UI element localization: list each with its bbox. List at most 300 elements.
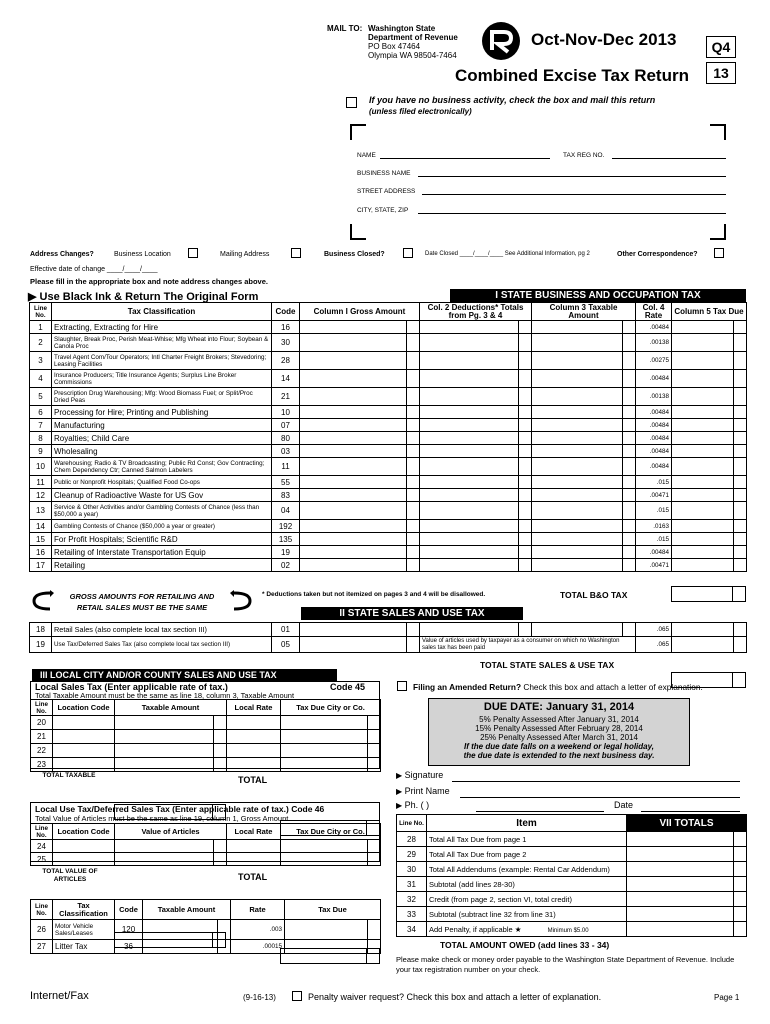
table-row xyxy=(30,445,747,458)
tax-due-field[interactable] xyxy=(672,489,747,502)
location-code-field[interactable] xyxy=(53,840,115,853)
no-activity-checkbox[interactable] xyxy=(346,97,357,108)
hdr-value: Value of Articles xyxy=(115,824,227,840)
tax-due-field[interactable] xyxy=(672,321,747,334)
gross-note-1: GROSS AMOUNTS FOR RETAILING AND xyxy=(69,592,215,601)
tax-due-field[interactable] xyxy=(672,546,747,559)
amended-return-checkbox[interactable] xyxy=(397,681,407,691)
line-no: 34 xyxy=(397,922,427,937)
phone-row xyxy=(396,800,429,810)
tax-code: 03 xyxy=(272,445,300,458)
gross-amount-field[interactable] xyxy=(300,637,420,653)
taxable-amount-field[interactable] xyxy=(115,716,227,730)
line-no: 17 xyxy=(30,559,52,572)
black-ink-text: Use Black Ink & Return The Original Form xyxy=(39,291,259,303)
line-no: 30 xyxy=(397,862,427,877)
taxable-amount-field[interactable] xyxy=(532,321,636,334)
tax-class: Processing for Hire; Printing and Publishing xyxy=(52,406,272,419)
hdr-item: Item xyxy=(427,815,627,832)
taxable-amount-field[interactable] xyxy=(532,419,636,432)
date-field[interactable] xyxy=(641,811,740,812)
table-row xyxy=(397,862,747,877)
local-sales-sub: Total Taxable Amount must be the same as line 18, column 3, Taxable Amount xyxy=(35,691,295,700)
due-date: DUE DATE: January 31, 2014 xyxy=(483,701,635,713)
tax-rate: .00138 xyxy=(636,388,672,406)
total-bo-field[interactable] xyxy=(671,586,746,602)
penalty-waiver-checkbox[interactable] xyxy=(292,991,302,1001)
hdr-line: Line No. xyxy=(31,700,53,716)
address-changes-label: Address Changes? xyxy=(30,251,94,258)
table-row xyxy=(30,489,747,502)
tax-code: 28 xyxy=(272,352,300,370)
business-location-checkbox[interactable] xyxy=(188,248,198,258)
table-row xyxy=(30,388,747,406)
line-no: 33 xyxy=(397,907,427,922)
tax-due-field[interactable] xyxy=(672,533,747,546)
mail-to-line: Department of Revenue xyxy=(368,33,458,42)
tax-rate: .00484 xyxy=(636,546,672,559)
line-no: 11 xyxy=(30,476,52,489)
gross-amount-field[interactable] xyxy=(300,419,420,432)
dor-logo-icon xyxy=(480,20,522,62)
deductions-field[interactable] xyxy=(420,419,532,432)
tax-class: Retailing xyxy=(52,559,272,572)
table-row xyxy=(30,419,747,432)
hdr-rate: Rate xyxy=(231,900,285,920)
taxable-amount-field[interactable] xyxy=(532,559,636,572)
line-no: 3 xyxy=(30,352,52,370)
business-name-label: BUSINESS NAME xyxy=(357,170,411,177)
tax-class: Public or Nonprofit Hospitals; Qualified Food Co-ops xyxy=(52,476,272,489)
total-sales-use-label: TOTAL STATE SALES & USE TAX xyxy=(480,660,615,670)
tax-due-field[interactable] xyxy=(672,445,747,458)
gross-amount-field[interactable] xyxy=(300,388,420,406)
table-row xyxy=(30,406,747,419)
gross-amount-field[interactable] xyxy=(300,489,420,502)
tax-code: 55 xyxy=(272,476,300,489)
mail-to-address xyxy=(368,24,458,60)
gross-amount-field[interactable] xyxy=(300,559,420,572)
line-no: 4 xyxy=(30,370,52,388)
amended-return-text xyxy=(413,682,703,692)
hdr-col5: Column 5 Tax Due xyxy=(672,303,747,321)
table-row xyxy=(30,458,747,476)
deductions-field[interactable] xyxy=(420,321,532,334)
hdr-line: Line No. xyxy=(30,303,52,321)
curved-arrow-icon xyxy=(30,590,54,612)
signature-label: Signature xyxy=(404,770,444,780)
tax-rate: .015 xyxy=(636,533,672,546)
local-sales-code: Code 45 xyxy=(330,682,366,692)
table-row xyxy=(30,502,747,520)
street-field[interactable] xyxy=(422,194,726,195)
mail-to-line: PO Box 47464 xyxy=(368,42,421,51)
hdr-line: Line No. xyxy=(31,900,53,920)
form-date: (9-16-13) xyxy=(243,993,276,1002)
taxable-amount-field[interactable] xyxy=(532,546,636,559)
total-item xyxy=(427,832,627,847)
table-row xyxy=(397,832,747,847)
amended-rest: Check this box and attach a letter of explanation. xyxy=(523,682,703,692)
gross-amount-field[interactable] xyxy=(300,352,420,370)
deductions-field[interactable] xyxy=(420,559,532,572)
hdr-class: Tax Classification xyxy=(53,900,115,920)
deductions-field[interactable] xyxy=(420,623,532,637)
tax-rate: .065 xyxy=(636,623,672,637)
deductions-field[interactable] xyxy=(420,546,532,559)
line-no: 10 xyxy=(30,458,52,476)
local-use-table xyxy=(30,823,381,866)
mail-to-line: Washington State xyxy=(368,24,436,33)
taxable-amount-field[interactable] xyxy=(532,370,636,388)
line-no: 19 xyxy=(30,637,52,653)
tax-rate: .00484 xyxy=(636,432,672,445)
tax-due-field[interactable] xyxy=(672,370,747,388)
tax-due-field[interactable] xyxy=(672,419,747,432)
gross-note-2: RETAIL SALES MUST BE THE SAME xyxy=(76,603,208,612)
taxable-amount-field[interactable] xyxy=(532,502,636,520)
line-no: 1 xyxy=(30,321,52,334)
line-no: 15 xyxy=(30,533,52,546)
location-code-field[interactable] xyxy=(53,730,115,744)
tax-rate: .065 xyxy=(636,637,672,653)
address-corner xyxy=(350,224,366,240)
taxable-amount-field[interactable] xyxy=(532,388,636,406)
taxable-amount-field[interactable] xyxy=(532,520,636,533)
deductions-note: * Deductions taken but not itemized on pages 3 and 4 will be disallowed. xyxy=(262,591,486,598)
hdr-rate: Local Rate xyxy=(227,824,281,840)
tax-rate: .00275 xyxy=(636,352,672,370)
consumer-note: Value of articles used by taxpayer as a consumer on which no Washington sales tax has been paid xyxy=(420,637,636,653)
gross-amount-field[interactable] xyxy=(300,334,420,352)
motor-vehicle-table xyxy=(30,899,381,954)
tax-class: Royalties; Child Care xyxy=(52,432,272,445)
penalty-line: 25% Penalty Assessed After March 31, 2014 xyxy=(480,733,638,742)
table-row xyxy=(30,352,747,370)
line-no: 8 xyxy=(30,432,52,445)
gross-amount-field[interactable] xyxy=(300,623,420,637)
hdr-location: Location Code xyxy=(53,824,115,840)
taxable-amount-field[interactable] xyxy=(532,623,636,637)
year-box: 13 xyxy=(706,62,736,84)
local-use-sub: Total Value of Articles must be the same as line 19, column 1, Gross Amount xyxy=(35,814,289,823)
tax-reg-field[interactable] xyxy=(612,158,726,159)
business-closed-checkbox[interactable] xyxy=(403,248,413,258)
hdr-class: Tax Classification xyxy=(52,303,272,321)
gross-amount-field[interactable] xyxy=(300,458,420,476)
tax-due-field[interactable] xyxy=(285,920,381,940)
tax-due-field[interactable] xyxy=(281,730,381,744)
date-label: Date xyxy=(614,800,634,810)
deductions-field[interactable] xyxy=(420,476,532,489)
tax-rate: .003 xyxy=(231,920,285,940)
taxable-amount-field[interactable] xyxy=(532,458,636,476)
tax-rate: .00484 xyxy=(636,445,672,458)
gross-amount-field[interactable] xyxy=(300,546,420,559)
gross-amount-field[interactable] xyxy=(300,520,420,533)
hdr-tax-due: Tax Due City or Co. xyxy=(281,700,381,716)
phone-label: Ph. ( ) xyxy=(404,800,430,810)
total-amount-field[interactable] xyxy=(627,907,747,922)
mailing-address-checkbox[interactable] xyxy=(291,248,301,258)
total-item xyxy=(427,847,627,862)
deductions-field[interactable] xyxy=(420,502,532,520)
total-label: TOTAL xyxy=(238,775,268,785)
city-label: CITY, STATE, ZIP xyxy=(357,207,409,214)
table-row xyxy=(397,892,747,907)
mailing-address-label: Mailing Address xyxy=(220,251,270,258)
tax-class: Retail Sales (also complete local tax section III) xyxy=(52,623,272,637)
arrow-right-icon: ▶ xyxy=(396,801,403,810)
gross-amount-field[interactable] xyxy=(300,533,420,546)
local-rate-field[interactable] xyxy=(227,853,281,866)
table-row xyxy=(30,533,747,546)
hdr-rate: Local Rate xyxy=(227,700,281,716)
table-row xyxy=(30,334,747,352)
tax-class: Travel Agent Com/Tour Operators; Intl Charter Freight Brokers; Stevedoring; Leasing Facilities xyxy=(52,352,272,370)
tax-due-field[interactable] xyxy=(281,758,381,772)
total-item-label: Add Penalty, if applicable xyxy=(429,924,513,934)
deductions-field[interactable] xyxy=(420,489,532,502)
local-rate-field[interactable] xyxy=(227,840,281,853)
total-value-label: TOTAL VALUE OF ARTICLES xyxy=(42,868,98,883)
taxable-amount-field[interactable] xyxy=(143,920,231,940)
tax-rate: .00471 xyxy=(636,489,672,502)
section-i-bar: I STATE BUSINESS AND OCCUPATION TAX xyxy=(450,289,746,302)
value-field[interactable] xyxy=(115,840,227,853)
tax-code: 83 xyxy=(272,489,300,502)
total-bo-label: TOTAL B&O TAX xyxy=(560,590,628,600)
tax-due-field[interactable] xyxy=(672,520,747,533)
deductions-field[interactable] xyxy=(420,334,532,352)
deductions-field[interactable] xyxy=(420,388,532,406)
tax-rate: .00138 xyxy=(636,334,672,352)
gross-amount-field[interactable] xyxy=(300,406,420,419)
line-no: 5 xyxy=(30,388,52,406)
total-amount-field[interactable] xyxy=(627,922,747,937)
location-code-field[interactable] xyxy=(53,758,115,772)
value-field[interactable] xyxy=(115,853,227,866)
local-sales-title: Local Sales Tax (Enter applicable rate of tax.) xyxy=(35,682,228,692)
tax-due-field[interactable] xyxy=(281,840,381,853)
taxable-amount-field[interactable] xyxy=(532,432,636,445)
tax-due-field[interactable] xyxy=(672,352,747,370)
tax-due-field[interactable] xyxy=(672,476,747,489)
total-amount-field[interactable] xyxy=(627,877,747,892)
line-no: 23 xyxy=(31,758,53,772)
tax-rate: .0163 xyxy=(636,520,672,533)
total-item xyxy=(427,877,627,892)
local-use-title: Local Use Tax/Deferred Sales Tax (Enter applicable rate of tax.) Code 46 xyxy=(35,804,325,814)
address-corner xyxy=(710,224,726,240)
tax-due-field[interactable] xyxy=(672,559,747,572)
effective-date-label: Effective date of change ____/____/____ xyxy=(30,266,158,273)
print-name-field[interactable] xyxy=(460,797,740,798)
location-code-field[interactable] xyxy=(53,853,115,866)
tax-due-field[interactable] xyxy=(285,940,381,954)
total-item-label: Total All Addendums (example: Rental Car Addendum) xyxy=(429,864,610,874)
total-amount-field[interactable] xyxy=(627,847,747,862)
deductions-field[interactable] xyxy=(420,432,532,445)
taxable-amount-field[interactable] xyxy=(115,730,227,744)
tax-due-field[interactable] xyxy=(672,432,747,445)
weekend-note: If the due date falls on a weekend or legal holiday, xyxy=(464,742,654,751)
penalty-waiver-text: Penalty waiver request? Check this box and attach a letter of explanation. xyxy=(308,992,602,1002)
line-no: 25 xyxy=(31,853,53,866)
tax-rate: .00484 xyxy=(636,321,672,334)
tax-class: Use Tax/Deferred Sales Tax (also complete local tax section III) xyxy=(52,637,272,653)
total-label: TOTAL xyxy=(238,872,268,882)
location-code-field[interactable] xyxy=(53,744,115,758)
hdr-code: Code xyxy=(272,303,300,321)
tax-code: 04 xyxy=(272,502,300,520)
taxable-amount-field[interactable] xyxy=(115,758,227,772)
deductions-field[interactable] xyxy=(420,520,532,533)
total-item xyxy=(427,862,627,877)
total-item xyxy=(427,892,627,907)
total-item-label: Total All Tax Due from page 2 xyxy=(429,849,527,859)
tax-class: Litter Tax xyxy=(53,940,115,954)
tax-class: Cleanup of Radioactive Waste for US Gov xyxy=(52,489,272,502)
business-name-field[interactable] xyxy=(418,176,726,177)
line-no: 18 xyxy=(30,623,52,637)
hdr-line: Line No. xyxy=(31,824,53,840)
signature-field[interactable] xyxy=(452,781,740,782)
tax-code: 05 xyxy=(272,637,300,653)
print-name-label: Print Name xyxy=(404,786,450,796)
tax-code: 10 xyxy=(272,406,300,419)
total-item-label: Credit (from page 2, section VI, total credit) xyxy=(429,894,572,904)
local-rate-field[interactable] xyxy=(227,758,281,772)
city-field[interactable] xyxy=(418,213,726,214)
tax-period: Oct-Nov-Dec 2013 xyxy=(531,30,677,49)
table-row xyxy=(397,922,747,937)
total-item xyxy=(427,907,627,922)
quarter-box: Q4 xyxy=(706,36,736,58)
tax-due-field[interactable] xyxy=(281,716,381,730)
tax-class: For Profit Hospitals; Scientific R&D xyxy=(52,533,272,546)
gross-amount-field[interactable] xyxy=(300,432,420,445)
deductions-field[interactable] xyxy=(420,406,532,419)
table-row xyxy=(397,847,747,862)
taxable-amount-field[interactable] xyxy=(532,352,636,370)
table-row xyxy=(30,370,747,388)
gross-amount-field[interactable] xyxy=(300,445,420,458)
gross-amount-field[interactable] xyxy=(300,321,420,334)
location-code-field[interactable] xyxy=(53,716,115,730)
name-field[interactable] xyxy=(380,158,550,159)
taxable-amount-field[interactable] xyxy=(532,489,636,502)
tax-class: Extracting, Extracting for Hire xyxy=(52,321,272,334)
taxable-amount-field[interactable] xyxy=(532,533,636,546)
tax-class: Prescription Drug Warehousing; Mfg: Wood Biomass Fuel; or Split/Proc Dried Peas xyxy=(52,388,272,406)
total-amount-field[interactable] xyxy=(627,862,747,877)
total-taxable-label: TOTAL TAXABLE xyxy=(42,772,96,779)
check-note: Please make check or money order payable to the Washington State Department of Revenue. Include your tax registration number on your check. xyxy=(396,955,735,974)
tax-code: 01 xyxy=(272,623,300,637)
taxable-amount-field[interactable] xyxy=(532,334,636,352)
mail-to-line: Olympia WA 98504-7464 xyxy=(368,51,457,60)
hdr-location: Location Code xyxy=(53,700,115,716)
tax-due-field[interactable] xyxy=(281,853,381,866)
tax-due-field[interactable] xyxy=(281,744,381,758)
other-correspondence-checkbox[interactable] xyxy=(714,248,724,258)
taxable-amount-field[interactable] xyxy=(143,940,231,954)
phone-field[interactable] xyxy=(476,811,604,812)
line-no: 26 xyxy=(31,920,53,940)
tax-rate: .00484 xyxy=(636,370,672,388)
taxable-amount-field[interactable] xyxy=(532,476,636,489)
tax-class: Manufacturing xyxy=(52,419,272,432)
date-closed-label: Date Closed ____/____/____ See Additional Information, pg 2 xyxy=(425,251,590,257)
tax-class: Retailing of Interstate Transportation Equip xyxy=(52,546,272,559)
arrow-right-icon: ▶ xyxy=(396,771,403,780)
hdr-code: Code xyxy=(115,900,143,920)
total-item-label: Total All Tax Due from page 1 xyxy=(429,834,527,844)
deductions-field[interactable] xyxy=(420,352,532,370)
line-no: 12 xyxy=(30,489,52,502)
star-icon: ★ xyxy=(514,924,522,934)
bo-tax-table xyxy=(29,302,747,572)
arrow-right-icon: ▶ xyxy=(28,291,37,303)
local-sales-table xyxy=(30,699,381,772)
curved-arrow-icon xyxy=(230,590,254,612)
local-rate-field[interactable] xyxy=(227,744,281,758)
no-activity-sub: (unless filed electronically) xyxy=(369,107,472,116)
table-row xyxy=(30,559,747,572)
hdr-col3: Column 3 Taxable Amount xyxy=(532,303,636,321)
deductions-field[interactable] xyxy=(420,533,532,546)
taxable-amount-field[interactable] xyxy=(532,445,636,458)
line-no: 24 xyxy=(31,840,53,853)
total-owed-label: TOTAL AMOUNT OWED (add lines 33 - 34) xyxy=(440,940,610,950)
tax-due-field[interactable] xyxy=(672,623,747,637)
deductions-field[interactable] xyxy=(420,370,532,388)
total-amount-field[interactable] xyxy=(627,892,747,907)
deductions-field[interactable] xyxy=(420,458,532,476)
deductions-field[interactable] xyxy=(420,445,532,458)
line-no: 29 xyxy=(397,847,427,862)
hdr-tax-due: Tax Due City or Co. xyxy=(281,824,381,840)
weekend-note: the due date is extended to the next business day. xyxy=(463,751,655,760)
gross-amount-field[interactable] xyxy=(300,476,420,489)
tax-due-field[interactable] xyxy=(672,458,747,476)
tax-class: Gambling Contests of Chance ($50,000 a year or greater) xyxy=(52,520,272,533)
tax-class: Wholesaling xyxy=(52,445,272,458)
total-amount-field[interactable] xyxy=(627,832,747,847)
tax-due-field[interactable] xyxy=(672,637,747,653)
gross-amount-field[interactable] xyxy=(300,502,420,520)
local-rate-field[interactable] xyxy=(227,716,281,730)
gross-amount-field[interactable] xyxy=(300,370,420,388)
taxable-amount-field[interactable] xyxy=(115,744,227,758)
tax-due-field[interactable] xyxy=(672,334,747,352)
taxable-amount-field[interactable] xyxy=(532,406,636,419)
tax-code: 14 xyxy=(272,370,300,388)
tax-due-field[interactable] xyxy=(672,406,747,419)
tax-code: 135 xyxy=(272,533,300,546)
table-row xyxy=(30,546,747,559)
line-no: 27 xyxy=(31,940,53,954)
tax-due-field[interactable] xyxy=(672,502,747,520)
tax-rate: .00484 xyxy=(636,458,672,476)
local-rate-field[interactable] xyxy=(227,730,281,744)
hdr-line: Line No. xyxy=(397,815,427,832)
hdr-tax-due: Tax Due xyxy=(285,900,381,920)
other-correspondence-label: Other Correspondence? xyxy=(617,251,698,258)
arrow-right-icon: ▶ xyxy=(396,787,403,796)
tax-due-field[interactable] xyxy=(672,388,747,406)
